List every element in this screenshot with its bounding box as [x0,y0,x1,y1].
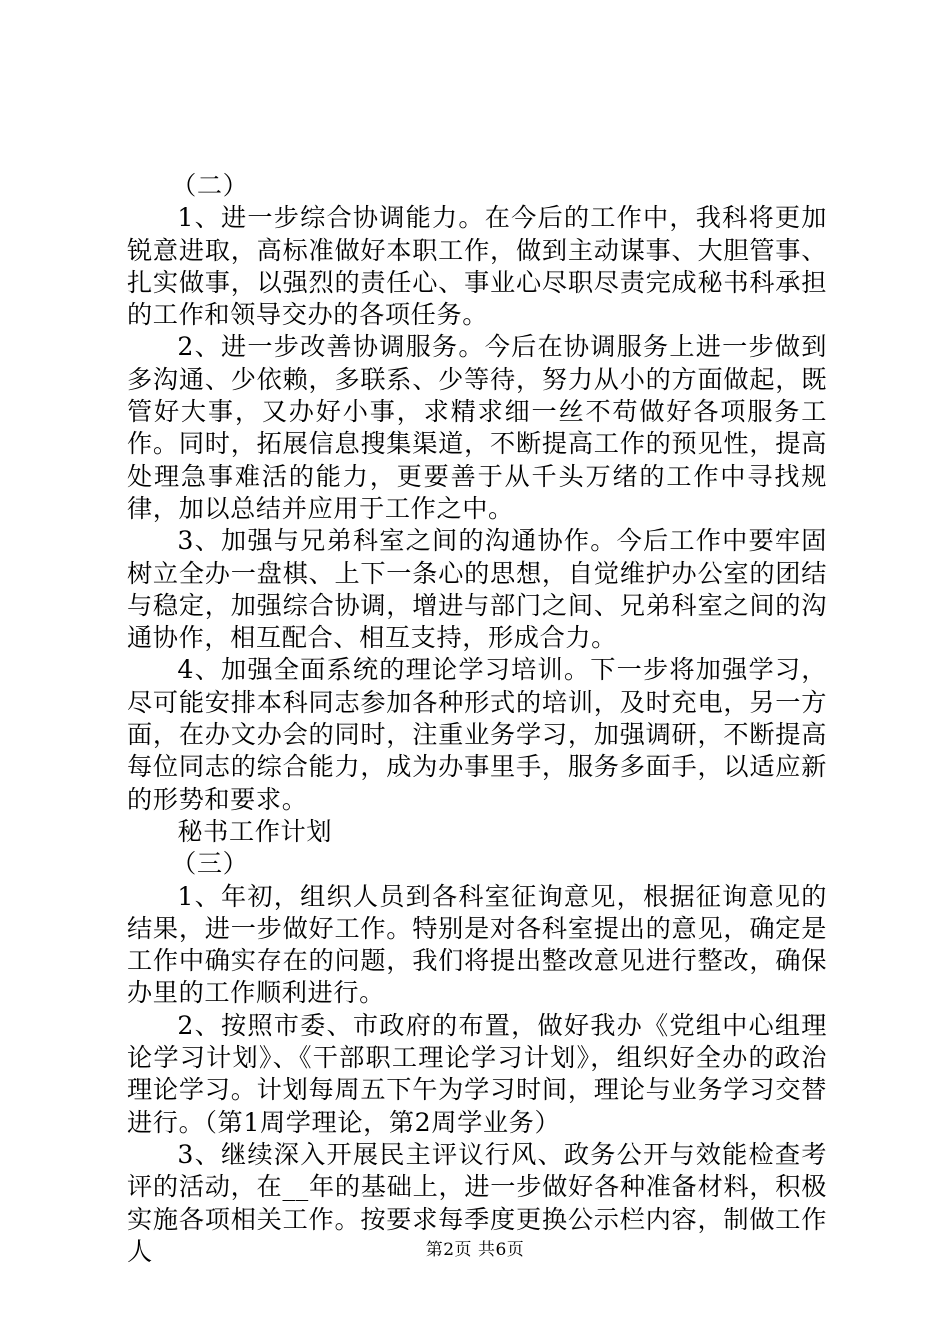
section-heading-3: （三） [171,849,249,879]
document-subtitle: 秘书工作计划 [177,816,333,846]
paragraph-2-4: 4、加强全面系统的理论学习培训。下一步将加强学习，尽可能安排本科同志参加各种形式的培训，及时充电，另一方面，在办文办会的同时，注重业务学习，加强调研，不断提高每位同志的综合能力，成为办事里手，服务多面手，以适应新的形势和要求。 [127,655,827,814]
paragraph-2-3: 3、加强与兄弟科室之间的沟通协作。今后工作中要牢固树立全办一盘棋、上下一条心的思想，自觉维护办公室的团结与稳定，加强综合协调，增进与部门之间、兄弟科室之间的沟通协作，相互配合、相互支持，形成合力。 [127,526,827,653]
page-number-label: 第2页 共6页 [425,1240,525,1260]
document-body [127,170,827,1268]
paragraph-3-2: 2、按照市委、市政府的布置，做好我办《党组中心组理论学习计划》、《干部职工理论学习计划》，组织好全办的政治理论学习。计划每周五下午为学习时间，理论与业务学习交替进行。（第1周学理论，第2周学业务） [127,1010,827,1137]
paragraph-2-2: 2、进一步改善协调服务。今后在协调服务上进一步做到多沟通、少依赖，多联系、少等待，努力从小的方面做起，既管好大事，又办好小事，求精求细一丝不苟做好各项服务工作。同时，拓展信息搜集渠道，不断提高工作的预见性，提高处理急事难活的能力，更要善于从千头万绪的工作中寻找规律，加以总结并应用于工作之中。 [127,332,827,523]
page-footer [0,1240,950,1260]
section-heading-2: （二） [171,171,249,200]
paragraph-3-3: 3、继续深入开展民主评议行风、政务公开与效能检查考评的活动，在__年的基础上，进一步做好各种准备材料，积极实施各项相关工作。按要求每季度更换公示栏内容，制做工作人 [127,1139,827,1266]
paragraph-3-1: 1、年初，组织人员到各科室征询意见，根据征询意见的结果，进一步做好工作。特别是对各科室提出的意见，确定是工作中确实存在的问题，我们将提出整改意见进行整改，确保办里的工作顺利进行。 [127,881,827,1008]
paragraph-2-1: 1、进一步综合协调能力。在今后的工作中，我科将更加锐意进取，高标准做好本职工作，做到主动谋事、大胆管事、扎实做事，以强烈的责任心、事业心尽职尽责完成秘书科承担的工作和领导交办的各项任务。 [127,203,827,330]
